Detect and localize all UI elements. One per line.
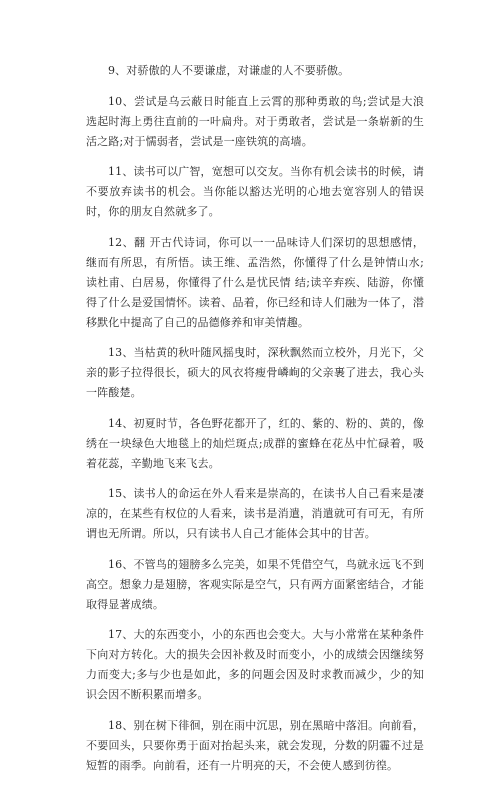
paragraph-17: 17、大的东西变小，小的东西也会变大。大与小常常在某种条件下向对方转化。大的损失会因补救及时而变小，小的成绩会因继续努力而变大;多与少也是如此，多的问题会因及时求教而减少，少的知识会因不断积累而增多。 <box>86 628 424 701</box>
paragraph-16: 16、不管鸟的翅膀多么完美，如果不凭借空气，鸟就永远飞不到高空。想象力是翅膀，客观实际是空气，只有两方面紧密结合，才能取得显著成绩。 <box>86 557 424 611</box>
paragraph-11: 11、读书可以广智，宽想可以交友。当你有机会读书的时候，请不要放弃读书的机会。当你能以豁达光明的心地去宽容别人的错误时，你的朋友自然就多了。 <box>86 165 424 218</box>
paragraph-12: 12、翻 开古代诗词，你可以一一品味诗人们深切的思想感情，继而有所思，有所悟。读王维、孟浩然，你懂得了什么是钟情山水;读杜甫、白居易，你懂得了什么是忧民情 结;读辛弃疾、陆游，你懂得了什么是爱国情怀。读着、品着，你已经和诗人们融为一体了，潜移默化中提高了自己的品德修养和审美情趣。 <box>86 235 424 329</box>
paragraph-18: 18、别在树下徘徊，别在雨中沉思，别在黑暗中落泪。向前看，不要回头，只要你勇于面对抬起头来，就会发现，分数的阴霾不过是短暂的雨季。向前看，还有一片明亮的天，不会使人感到彷徨。 <box>86 718 424 772</box>
paragraph-9: 9、对骄傲的人不要谦虚，对谦虚的人不要骄傲。 <box>108 64 350 77</box>
paragraph-15: 15、读书人的命运在外人看来是崇高的，在读书人自己看来是凄凉的，在某些有权位的人看来，读书是消遣，消遣就可有可无，有所谓也无所谓。所以，只有读书人自己才能体会其中的甘苦。 <box>86 487 424 540</box>
document-body <box>86 61 424 786</box>
paragraph-14: 14、初夏时节，各色野花都开了，红的、紫的、粉的、黄的，像绣在一块绿色大地毯上的灿烂斑点;成群的蜜蜂在花丛中忙碌着，吸着花蕊，辛勤地飞来飞去。 <box>86 416 424 470</box>
paragraph-10: 10、尝试是乌云蔽日时能直上云霄的那种勇敢的鸟;尝试是大浪选起时海上勇往直前的一叶扁舟。对于勇敢者，尝试是一条崭新的生活之路;对于懦弱者，尝试是一座铁筑的高墙。 <box>86 94 424 148</box>
paragraph-13: 13、当枯黄的秋叶随风摇曳时，深秋飘然而立校外，月光下，父亲的影子拉得很长，硕大的风衣将瘦骨嶙峋的父亲裹了进去，我心头一阵酸楚。 <box>86 346 424 399</box>
